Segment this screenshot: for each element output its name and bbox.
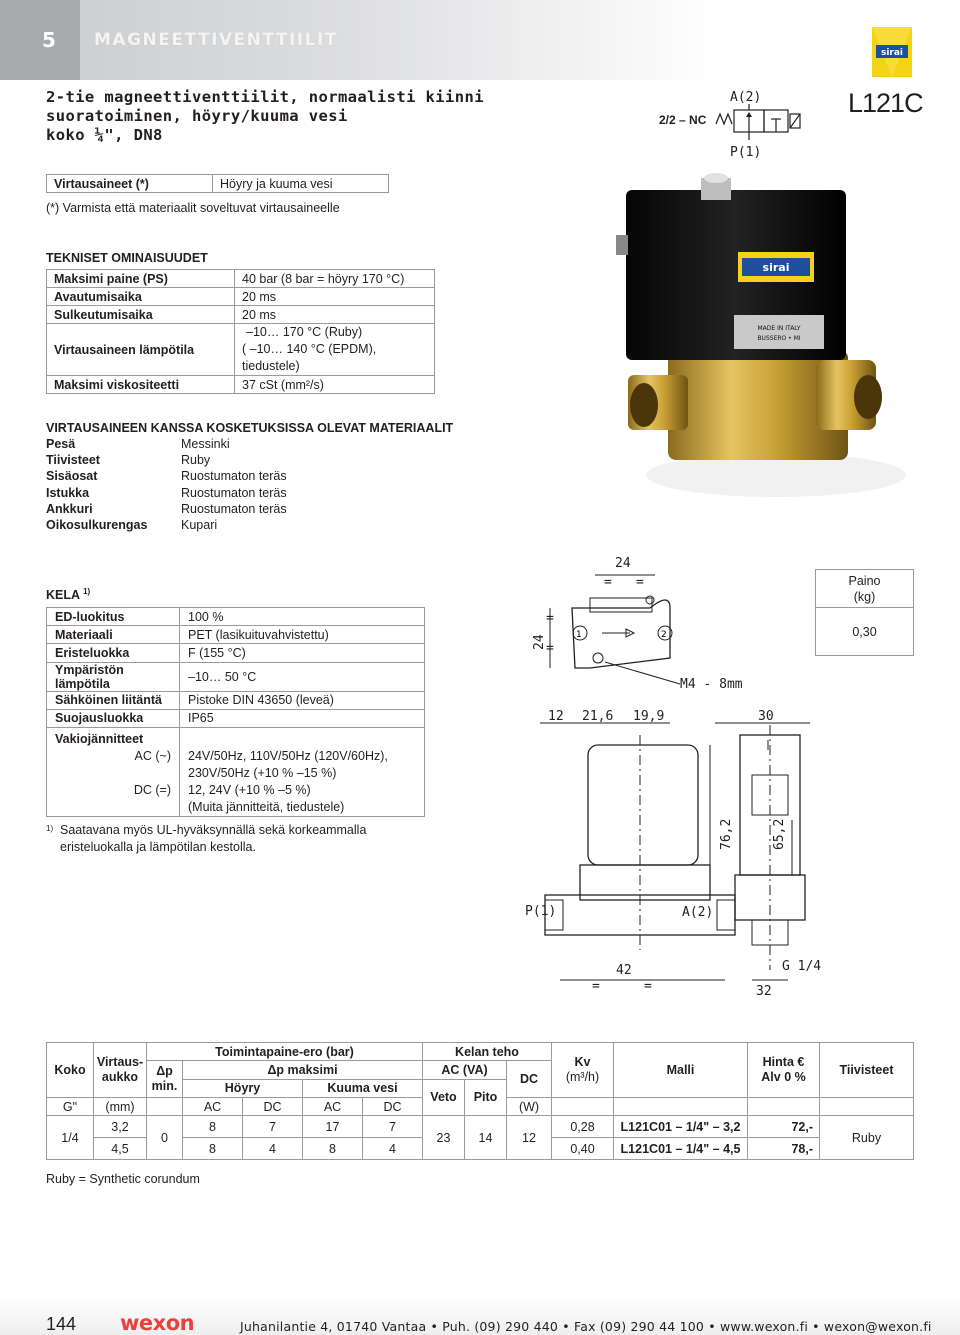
footer-address: Juhanilantie 4, 01740 Vantaa • Puh. (09) 290 440 • Fax (09) 290 44 100 • www.wexon.fi • wexon@wexon.fi [240,1319,932,1334]
material-label: Oikosulkurengas [46,517,148,532]
th-koko: Koko [47,1043,94,1098]
th-dp: Δp [156,1064,173,1079]
dim-eq: = [644,979,652,994]
dim-eq: = [546,611,554,626]
section-title: MAGNEETTIVENTTIILIT [94,30,338,50]
dim-eq: = [636,575,644,590]
coil-label: Sähköinen liitäntä [47,691,180,709]
th-g: G" [47,1097,94,1115]
dim-eq: = [604,575,612,590]
spec-label: Maksimi paine (PS) [47,270,235,288]
th-kv-unit: (m³/h) [565,1069,600,1084]
coil-label: Materiaali [47,626,180,644]
spec-label: Maksimi viskositeetti [47,376,235,394]
material-value: Ruostumaton teräs [181,469,287,484]
footnote-line: eristeluokalla ja lämpötilan kestolla. [60,840,256,854]
cell-veto: 23 [423,1116,465,1160]
subtitle-line: suoratoiminen, höyry/kuuma vesi [46,107,348,125]
specs-heading: TEKNISET OMINAISUUDET [46,251,208,265]
materials-heading: VIRTAUSAINEEN KANSSA KOSKETUKSISSA OLEVAT MATERIAALIT [46,421,454,435]
cell-steam-dc: 7 [243,1116,303,1138]
material-value: Kupari [181,517,218,532]
cell-water-ac: 17 [303,1116,363,1138]
drawing-port-p: P(1) [525,904,557,919]
coil-footnote [46,822,366,856]
wexon-logo: wexon [120,1311,195,1335]
spec-value-2: ( –10… 140 °C (EPDM), tiedustele) [242,342,377,373]
dim-42: 42 [616,963,632,978]
spec-label: Avautumisaika [47,288,235,306]
cell-steam-ac: 8 [183,1138,243,1160]
th-ac-va: AC (VA) [423,1061,507,1079]
order-table [46,1042,914,1160]
dim-24-side: 24 [532,634,547,650]
materials-list [46,437,346,537]
coil-heading-text: KELA [46,588,80,603]
nameplate-line: MADE IN ITALY [757,325,801,332]
coil-label: Ympäristön lämpötila [47,662,180,691]
cell-water-dc: 7 [363,1116,423,1138]
fluid-table [46,174,389,193]
dc-label: DC (=) [133,782,171,797]
coil-value: F (155 °C) [180,644,425,662]
coil-value: Pistoke DIN 43650 (leveä) [180,691,425,709]
dim-eq: = [592,979,600,994]
th-ac: AC [183,1097,243,1115]
table-note: Ruby = Synthetic corundum [46,1172,200,1186]
th-mm: (mm) [94,1097,147,1115]
cell-pito: 14 [465,1116,507,1160]
other-voltages: (Muita jännitteitä, tiedustele) [188,799,345,814]
weight-unit: (kg) [853,589,876,604]
page-number: 144 [46,1314,77,1334]
cell-price: 72,- [748,1116,820,1138]
material-row [46,453,346,469]
dim-12: 12 [548,709,564,724]
material-value: Ruby [181,453,211,468]
th-malli: Malli [614,1043,748,1098]
cell-dc-w: 12 [507,1116,552,1160]
dimension-drawing [520,550,822,1000]
material-label: Istukka [46,485,90,500]
th-tiivisteet: Tiivisteet [820,1043,914,1098]
th-hinta-2: Alv 0 % [761,1069,806,1084]
coil-table [46,607,425,817]
material-label: Tiivisteet [46,453,100,468]
dim-24-top: 24 [615,556,631,571]
material-row [46,437,346,453]
photo-logo: sirai [762,261,790,274]
coil-heading-sup: 1) [83,587,91,596]
th-ac-water: AC [303,1097,363,1115]
sirai-logo [872,27,912,77]
th-dc-water: DC [363,1097,423,1115]
weight-table [815,569,914,656]
spec-label: Sulkeutumisaika [47,306,235,324]
dim-30: 30 [758,709,774,724]
th-hinta: Hinta € [762,1054,805,1069]
th-dp-max: Δp maksimi [183,1061,423,1079]
cell-steam-ac: 8 [183,1116,243,1138]
dc-value: 12, 24V (+10 % –5 %) [188,782,311,797]
drawing-port-a: A(2) [682,905,714,920]
coil-value: –10… 50 °C [180,662,425,691]
spec-value: –10… 170 °C (Ruby) [246,325,363,339]
th-veto: Veto [423,1079,465,1116]
th-dc-steam: DC [243,1097,303,1115]
th-hoyry: Höyry [183,1079,303,1097]
material-row [46,502,346,518]
section-number-box [0,0,80,80]
dim-thread: M4 - 8mm [680,677,743,692]
dim-21-6: 21,6 [582,709,614,724]
spec-value: 20 ms [235,288,435,306]
material-value: Messinki [181,437,230,451]
fluid-value: Höyry ja kuuma vesi [213,175,389,193]
cell-price: 78,- [748,1138,820,1160]
footnote-line: Saatavana myös UL-hyväksynnällä sekä korkeammalla [60,823,367,837]
table-row [47,1116,914,1138]
cell-seal: Ruby [820,1116,914,1160]
weight-value: 0,30 [816,608,914,656]
coil-label: Suojausluokka [47,709,180,727]
valve-type: 2/2 – NC [659,113,707,127]
coil-label: Eristeluokka [47,644,180,662]
cell-orifice: 4,5 [94,1138,147,1160]
material-value: Ruostumaton teräs [181,485,287,500]
subtitle-line: koko ¼", DN8 [46,126,163,144]
coil-label: ED-luokitus [47,608,180,626]
port-num-2: 2 [661,630,667,640]
material-row [46,518,346,534]
material-value: Ruostumaton teräs [181,501,287,516]
footnote-mark: 1) [46,824,54,833]
cell-size: 1/4 [47,1116,94,1160]
cell-dp-min: 0 [147,1116,183,1160]
spec-value: 40 bar (8 bar = höyry 170 °C) [235,270,435,288]
fluid-label: Virtausaineet (*) [47,175,213,193]
port-num-1: 1 [576,630,582,640]
th-pito: Pito [465,1079,507,1116]
coil-value: IP65 [180,709,425,727]
nameplate-line: BUSSERO • MI [757,335,801,342]
symbol-port-a: A(2) [730,90,762,105]
cell-model: L121C01 – 1/4" – 4,5 [614,1138,748,1160]
material-label: Sisäosat [46,469,98,484]
material-row [46,486,346,502]
model-code: L121C [848,88,923,118]
coil-heading [46,587,90,602]
symbol-port-p: P(1) [730,145,762,160]
th-virtaus: Virtaus- [96,1054,144,1069]
th-kuuma-vesi: Kuuma vesi [303,1079,423,1097]
dim-19-9: 19,9 [633,709,665,724]
coil-value: 100 % [180,608,425,626]
th-dp-min: min. [151,1079,178,1094]
cell-steam-dc: 4 [243,1138,303,1160]
coil-value: PET (lasikuituvahvistettu) [180,626,425,644]
th-virtaus-2: aukko [101,1069,139,1084]
spec-label: Virtausaineen lämpötila [47,324,235,376]
spec-value: 37 cSt (mm²/s) [235,376,435,394]
dim-76-2: 76,2 [719,818,734,850]
specs-table [46,269,435,394]
product-subtitle [46,88,606,145]
logo-text: sirai [880,48,904,58]
weight-label: Paino [848,573,881,588]
dim-32: 32 [756,984,772,999]
cell-orifice: 3,2 [94,1116,147,1138]
cell-water-ac: 8 [303,1138,363,1160]
ac-value-2: 230V/50Hz (+10 % –15 %) [188,765,337,780]
th-toimintapaine: Toimintapaine-ero (bar) [147,1043,423,1061]
th-w: (W) [507,1097,552,1115]
dim-g14: G 1/4 [782,959,822,974]
spec-value: 20 ms [235,306,435,324]
cell-model: L121C01 – 1/4" – 3,2 [614,1116,748,1138]
valve-symbol [712,86,807,161]
cell-kv: 0,40 [552,1138,614,1160]
dim-eq: = [546,641,554,656]
ac-label: AC (~) [134,748,171,763]
product-photo [606,170,926,510]
subtitle-line: 2-tie magneettiventtiilit, normaalisti kiinni [46,88,484,106]
dim-65-2: 65,2 [772,818,787,850]
material-label: Pesä [46,437,76,451]
section-number: 5 [42,28,56,52]
th-dc: DC [507,1061,552,1098]
fluid-note: (*) Varmista että materiaalit soveltuvat virtausaineelle [46,201,340,215]
th-kv: Kv [574,1054,591,1069]
voltages-label: Vakiojännitteet [55,731,144,746]
material-row [46,469,346,485]
th-kelan-teho: Kelan teho [423,1043,552,1061]
cell-kv: 0,28 [552,1116,614,1138]
cell-water-dc: 4 [363,1138,423,1160]
ac-value: 24V/50Hz, 110V/50Hz (120V/60Hz), [188,748,388,763]
material-label: Ankkuri [46,501,93,516]
